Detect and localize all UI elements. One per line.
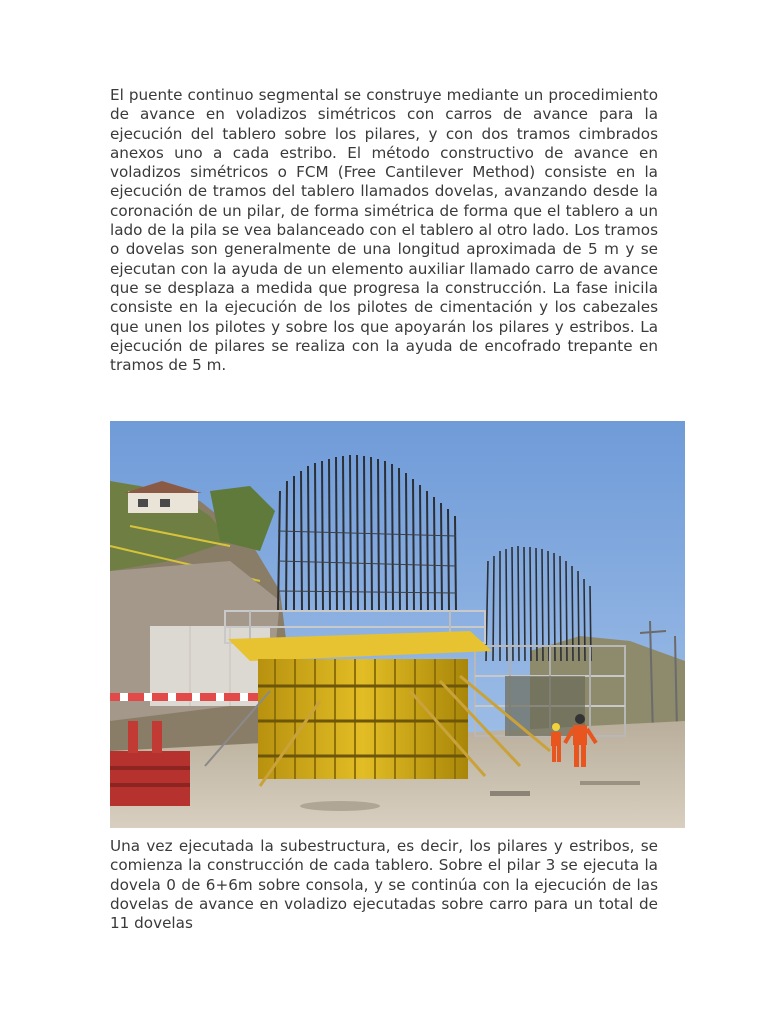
body-paragraph-2: Una vez ejecutada la subestructura, es decir, los pilares y estribos, se comienza la construcción de cada tablero. Sobre el pilar 3 se ejecuta la dovela 0 de 6+6m sobre consola, y se continúa con la ejecución de las dovelas de avance en voladizo ejecutadas sobre carro para un total de 11 dovelas xyxy=(110,837,658,933)
body-paragraph-1: El puente continuo segmental se construye mediante un procedimiento de avance en voladizos simétricos con carros de avance para la ejecución del tablero sobre los pilares, y con dos tramos cimbrados anexos uno a cada estribo. El método constructivo de avance en voladizos simétricos o FCM (Free Cantilever Method) consiste en la ejecución de tramos del tablero llamados dovelas, avanzando desde la coronación de un pilar, de forma simétrica de forma que el tablero a un lado de la pila se vea balanceado con el tablero al otro lado. Los tramos o dovelas son generalmente de una longitud aproximada de 5 m y se ejecutan con la ayuda de un elemento auxiliar llamado carro de avance que se desplaza a medida que progresa la construcción. La fase inicila consiste en la ejecución de los pilotes de cimentación y los cabezales que unen los pilotes y sobre los que apoyarán los pilares y estribos. La ejecución de pilares se realiza con la ayuda de encofrado trepante en tramos de 5 m. xyxy=(110,86,658,375)
construction-site-photo xyxy=(110,421,685,828)
